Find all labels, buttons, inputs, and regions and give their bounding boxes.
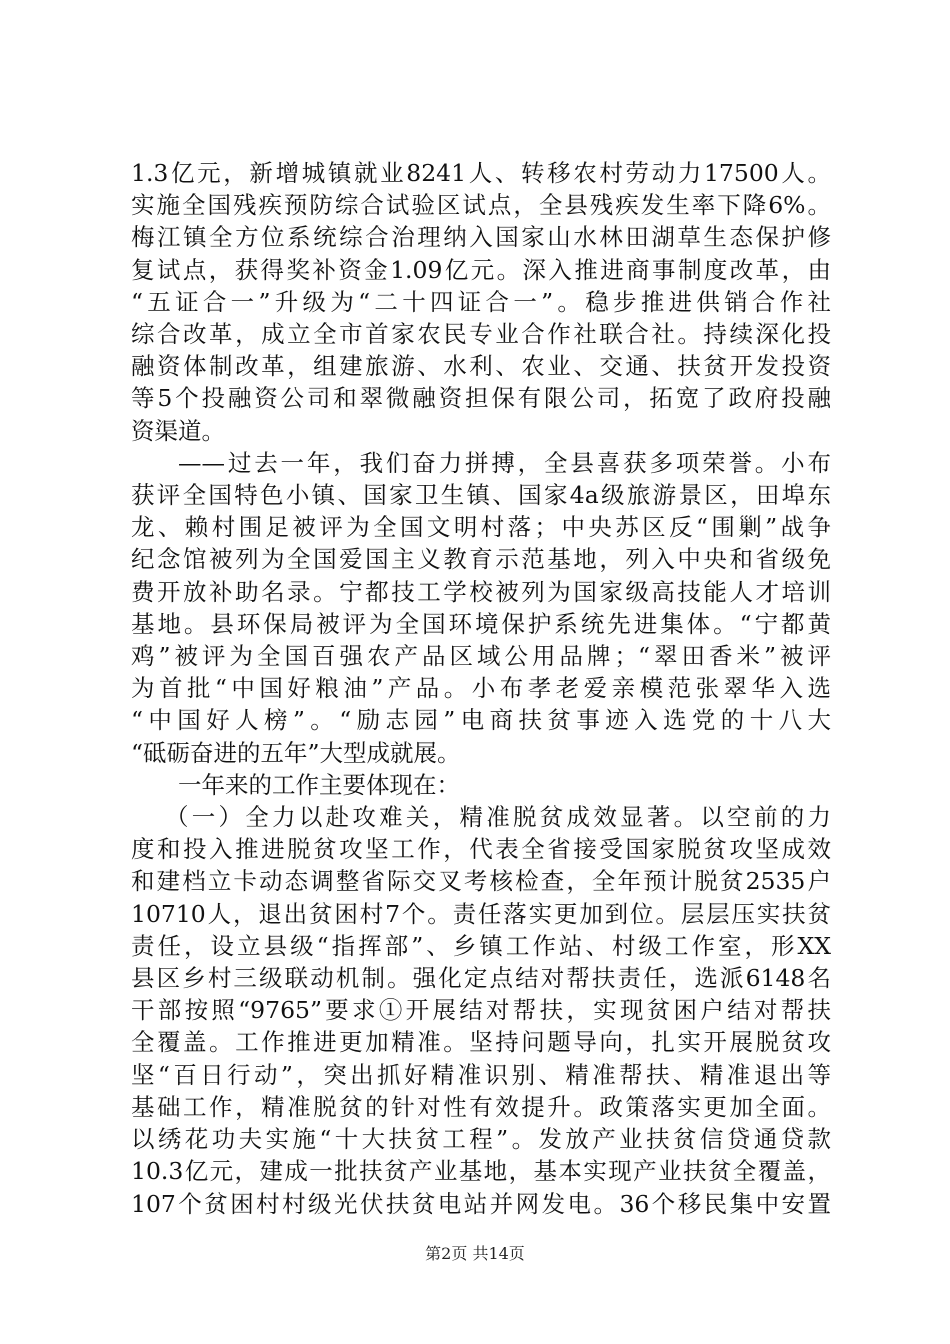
text-line: 获评全国特色小镇、国家卫生镇、国家4a级旅游景区，田埠东 (131, 481, 831, 510)
text-line: 费开放补助名录。宁都技工学校被列为国家级高技能人才培训 (131, 577, 831, 606)
text-line: 责任，设立县级“指挥部”、乡镇工作站、村级工作室，形XX (131, 931, 831, 960)
text-line: 1.3亿元，新增城镇就业8241人、转移农村劳动力17500人。 (131, 159, 831, 187)
text-line: “中国好人榜”。“励志园”电商扶贫事迹入选党的十八大 (131, 706, 831, 735)
text-line: 龙、赖村围足被评为全国文明村落；中央苏区反“围剿”战争 (131, 513, 831, 542)
text-line: 坚“百日行动”，突出抓好精准识别、精准帮扶、精准退出等 (131, 1060, 831, 1089)
text-line: 基础工作，精准脱贫的针对性有效提升。政策落实更加全面。 (131, 1092, 831, 1121)
text-line: 复试点，获得奖补资金1.09亿元。深入推进商事制度改革，由 (131, 255, 831, 284)
text-line: “砥砺奋进的五年”大型成就展。 (131, 738, 461, 767)
text-line: 10.3亿元，建成一批扶贫产业基地，基本实现产业扶贫全覆盖， (131, 1157, 831, 1186)
text-line: 基地。县环保局被评为全国环境保护系统先进集体。“宁都黄 (131, 609, 831, 638)
text-line: 为首批“中国好粮油”产品。小布孝老爱亲模范张翠华入选 (131, 674, 831, 703)
page-number-footer: 第2页 共14页 (425, 1244, 525, 1263)
text-line: 梅江镇全方位系统综合治理纳入国家山水林田湖草生态保护修 (131, 223, 831, 252)
paragraph-1 (131, 157, 831, 447)
text-line: 鸡”被评为全国百强农产品区域公用品牌；“翠田香米”被评 (131, 642, 831, 671)
text-line: “五证合一”升级为“二十四证合一”。稳步推进供销合作社 (131, 287, 831, 316)
text-line: 一年来的工作主要体现在： (178, 770, 460, 799)
text-line: 107个贫困村村级光伏扶贫电站并网发电。36个移民集中安置 (131, 1189, 831, 1218)
text-line: 综合改革，成立全市首家农民专业合作社联合社。持续深化投 (131, 320, 831, 349)
paragraph-2 (131, 447, 831, 769)
text-line: 10710人，退出贫困村7个。责任落实更加到位。层层压实扶贫 (131, 899, 831, 928)
paragraph-4 (131, 801, 831, 1220)
text-line: 全覆盖。工作推进更加精准。坚持问题导向，扎实开展脱贫攻 (131, 1028, 831, 1057)
text-line: 度和投入推进脱贫攻坚工作，代表全省接受国家脱贫攻坚成效 (131, 835, 831, 864)
text-line: 融资体制改革，组建旅游、水利、农业、交通、扶贫开发投资 (131, 352, 831, 381)
text-line: （一）全力以赴攻难关，精准脱贫成效显著。以空前的力 (165, 803, 831, 832)
document-body (131, 157, 831, 1220)
text-line: 资渠道。 (131, 416, 225, 445)
text-line: 干部按照“9765”要求①开展结对帮扶，实现贫困户结对帮扶 (131, 996, 831, 1025)
text-line: 实施全国残疾预防综合试验区试点，全县残疾发生率下降6%。 (131, 191, 831, 220)
text-line: 纪念馆被列为全国爱国主义教育示范基地，列入中央和省级免 (131, 545, 831, 574)
text-line: ——过去一年，我们奋力拼搏，全县喜获多项荣誉。小布 (178, 448, 831, 477)
text-line: 和建档立卡动态调整省际交叉考核检查，全年预计脱贫2535户 (131, 867, 831, 896)
text-line: 以绣花功夫实施“十大扶贫工程”。发放产业扶贫信贷通贷款 (131, 1125, 831, 1154)
text-line: 县区乡村三级联动机制。强化定点结对帮扶责任，选派6148名 (131, 964, 831, 993)
text-line: 等5个投融资公司和翠微融资担保有限公司，拓宽了政府投融 (131, 384, 831, 413)
paragraph-3 (131, 769, 831, 801)
